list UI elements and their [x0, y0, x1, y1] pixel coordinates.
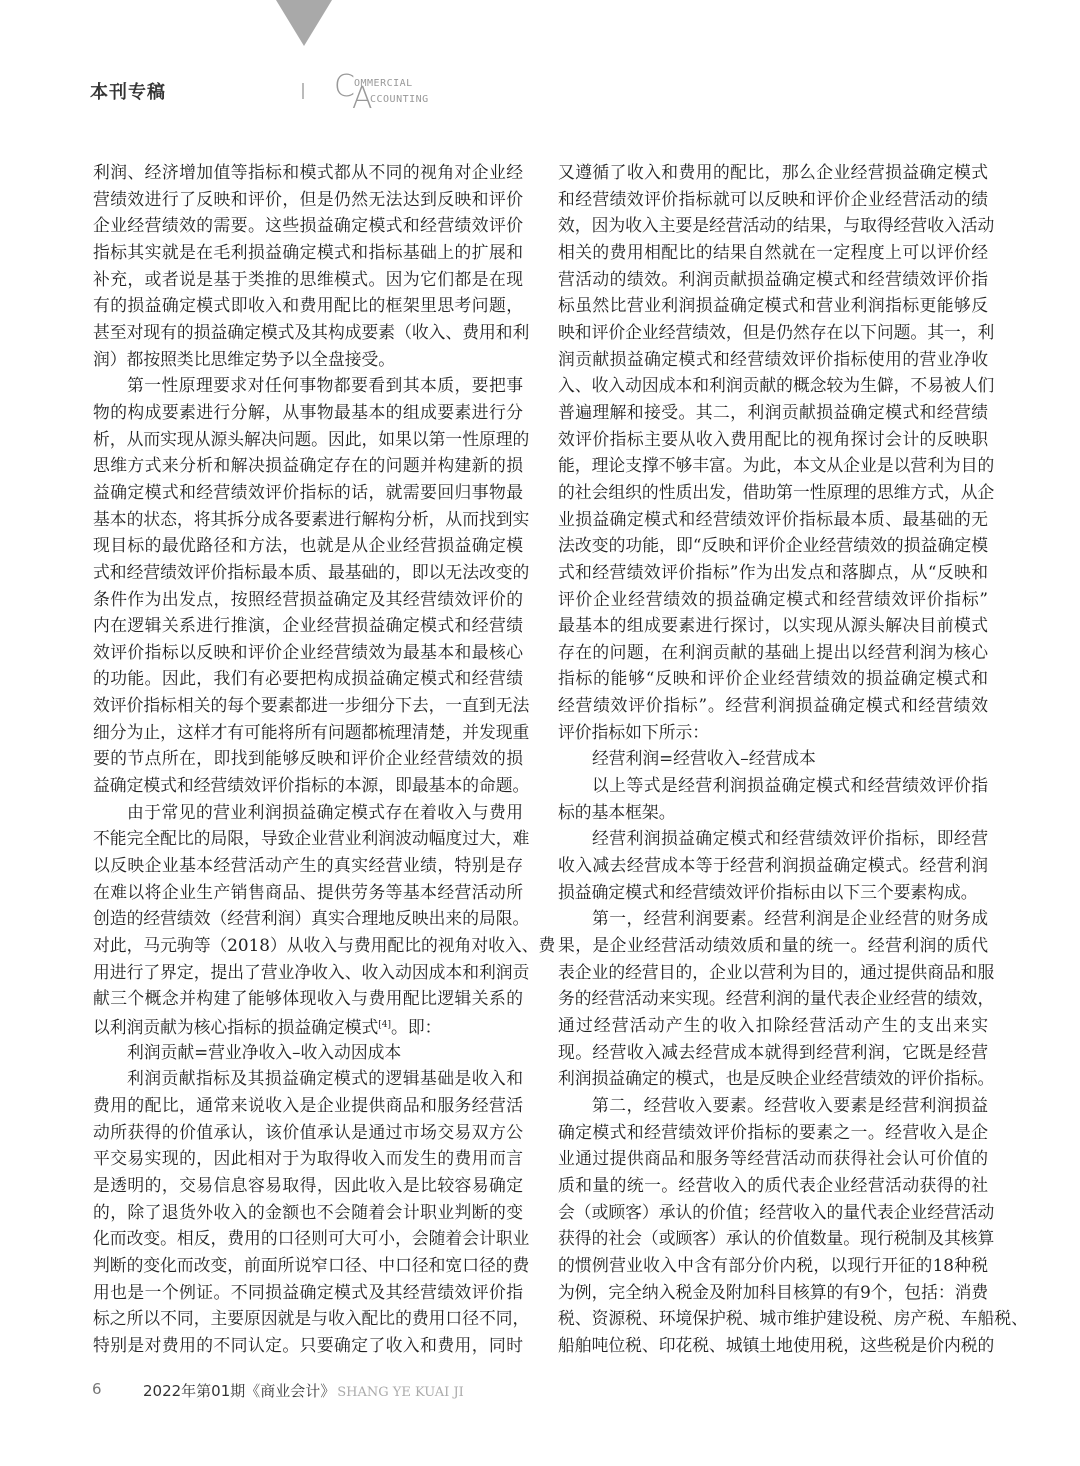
text-line: 费用的配比，通常来说收入是企业提供商品和服务经营活 — [93, 1094, 523, 1115]
paragraph — [558, 1092, 1028, 1359]
text-line: 经营绩效评价指标”。经营利润损益确定模式和经营绩效 — [558, 695, 988, 716]
paragraph — [558, 825, 988, 905]
text-line: 效评价指标以反映和评价企业经营绩效为最基本和最核心 — [93, 641, 523, 662]
text-line: 用也是一个例证。不同损益确定模式及其经营绩效评价指 — [93, 1281, 523, 1302]
text-line: 效评价指标相关的每个要素都进一步细分下去，一直到无法 — [93, 695, 530, 716]
text-line: 用进行了界定，提出了营业净收入、收入动因成本和利润贡 — [93, 961, 530, 982]
text-line: 能，理论支撑不够丰富。为此，本文从企业是以营利为目的 — [558, 455, 995, 476]
text-line — [93, 1012, 523, 1039]
text-line: 指标其实就是在毛利损益确定模式和指标基础上的扩展和 — [93, 241, 523, 262]
text-line: 企业经营绩效的需要。这些损益确定模式和经营绩效评价 — [93, 215, 523, 236]
text-line: 条件作为出发点，按照经营损益确定及其经营绩效评价的 — [93, 588, 523, 609]
text-line: 和经营绩效评价指标就可以反映和评价企业经营活动的绩 — [558, 188, 988, 209]
text-line: 果，是企业经营活动绩效质和量的统一。经营利润的质代 — [558, 935, 988, 956]
text-line: 对此，马元驹等（2018）从收入与费用配比的视角对收入、费 — [93, 935, 556, 956]
text-line: 是透明的，交易信息容易取得，因此收入是比较容易确定 — [93, 1174, 523, 1195]
text-segment: 以利润贡献为核心指标的损益确定模式 — [93, 1017, 379, 1037]
text-line: 不能完全配比的局限，导致企业营业利润波动幅度过大，难 — [93, 828, 530, 849]
text-line: 以反映企业基本经营活动产生的真实经营业绩，特别是存 — [93, 855, 523, 876]
text-line: 益确定模式和经营绩效评价指标的本源，即最基本的命题。 — [93, 775, 530, 796]
text-line: 映和评价企业经营绩效，但是仍然存在以下问题。其一，利 — [558, 321, 995, 342]
text-line: 在难以将企业生产销售商品、提供劳务等基本经营活动所 — [93, 881, 523, 902]
paragraph — [93, 372, 530, 799]
text-line: 补充，或者说是基于类推的思维模式。因为它们都是在现 — [93, 268, 523, 289]
text-line: 法改变的功能，即“反映和评价企业经营绩效的损益确定模 — [558, 535, 988, 556]
text-line: 的社会组织的性质出发，借助第一性原理的思维方式，从企 — [558, 481, 995, 502]
text-line: 要的节点所在，即找到能够反映和评价企业经营绩效的损 — [93, 748, 523, 769]
logo-letter-c: C — [334, 69, 355, 104]
text-line: 益确定模式和经营绩效评价指标的话，就需要回归事物最 — [93, 481, 523, 502]
journal-pinyin: SHANG YE KUAI JI — [337, 1385, 464, 1400]
text-line: 效评价指标主要从收入费用配比的视角探讨会计的反映职 — [558, 428, 988, 449]
text-line: 营绩效进行了反映和评价，但是仍然无法达到反映和评价 — [93, 188, 523, 209]
text-line: 经营利润损益确定模式和经营绩效评价指标，即经营 — [592, 828, 988, 849]
section-title: 本刊专稿 — [90, 82, 166, 103]
text-line: 的惯例营业收入中含有部分价内税，以现行开征的18种税 — [558, 1254, 988, 1275]
text-line: 营活动的绩效。利润贡献损益确定模式和经营绩效评价指 — [558, 268, 988, 289]
text-line: 以上等式是经营利润损益确定模式和经营绩效评价指 — [592, 775, 988, 796]
text-line: 第一，经营利润要素。经营利润是企业经营的财务成 — [592, 908, 988, 929]
text-line: 效，因为收入主要是经营活动的结果，与取得经营收入活动 — [558, 215, 995, 236]
text-line: 化而改变。相反，费用的口径则可大可小，会随着会计职业 — [93, 1228, 530, 1249]
text-line: 特别是对费用的不同认定。只要确定了收入和费用，同时 — [93, 1334, 523, 1355]
paragraph — [558, 905, 995, 1092]
text-line: 标的基本框架。 — [558, 801, 676, 822]
paragraph — [558, 772, 988, 825]
logo-letter-a: A — [352, 81, 373, 116]
text-line: 又遵循了收入和费用的配比，那么企业经营损益确定模式 — [558, 162, 988, 182]
issue-info — [143, 1380, 464, 1401]
text-line: 润）都按照类比思维定势予以全盘接受。 — [93, 348, 396, 369]
text-line: 存在的问题，在利润贡献的基础上提出以经营利润为核心 — [558, 641, 988, 662]
text-line: 评价指标如下所示： — [558, 721, 710, 742]
logo-text-ccounting: CCOUNTING — [370, 94, 429, 105]
text-line: 通过经营活动产生的收入扣除经营活动产生的支出来实 — [558, 1015, 988, 1035]
text-line: 思维方式来分析和解决损益确定存在的问题并构建新的损 — [93, 455, 523, 476]
text-line: 会（或顾客）承认的价值；经营收入的量代表企业经营活动 — [558, 1201, 995, 1222]
text-line: 为例，完全纳入税金及附加科目核算的有9个，包括：消费 — [558, 1281, 989, 1302]
journal-logo — [332, 69, 452, 116]
text-line: 内在逻辑关系进行推演，企业经营损益确定模式和经营绩 — [93, 615, 523, 636]
text-line: 船舶吨位税、印花税、城镇土地使用税，这些税是价内税的 — [558, 1334, 995, 1355]
text-line: 现目标的最优路径和方法，也就是从企业经营损益确定模 — [93, 535, 523, 556]
text-line: 物的构成要素进行分解，从事物最基本的组成要素进行分 — [93, 401, 523, 422]
text-line: 标虽然比营业利润损益确定模式和营业利润指标更能够反 — [558, 295, 988, 316]
text-line: 创造的经营绩效（经营利润）真实合理地反映出来的局限。 — [93, 908, 530, 929]
text-line: 有的损益确定模式即收入和费用配比的框架里思考问题， — [93, 295, 523, 316]
citation-superscript: [4] — [378, 1020, 392, 1030]
article-column-right — [558, 159, 1028, 1359]
text-line: 判断的变化而改变，前面所说窄口径、中口径和宽口径的费 — [93, 1254, 530, 1275]
text-line: 入、收入动因成本和利润贡献的概念较为生僻，不易被人们 — [558, 375, 995, 396]
text-line: 相关的费用相配比的结果自然就在一定程度上可以评价经 — [558, 241, 988, 262]
text-line: 利润损益确定的模式，也是反映企业经营绩效的评价指标。 — [558, 1068, 995, 1089]
text-line: 表企业的经营目的，企业以营利为目的，通过提供商品和服 — [558, 961, 995, 982]
text-line: 损益确定模式和经营绩效评价指标由以下三个要素构成。 — [558, 881, 978, 902]
text-line: 普遍理解和接受。其二，利润贡献损益确定模式和经营绩 — [558, 401, 988, 422]
text-line: 动所获得的价值承认，该价值承认是通过市场交易双方公 — [93, 1121, 523, 1142]
text-line: 获得的社会（或顾客）承认的价值数量。现行税制及其核算 — [558, 1228, 995, 1249]
text-line: 第二，经营收入要素。经营收入要素是经营利润损益 — [592, 1094, 988, 1115]
text-line: 利润贡献=营业净收入–收入动因成本 — [127, 1041, 402, 1062]
text-line: 确定模式和经营绩效评价指标的要素之一。经营收入是企 — [558, 1121, 988, 1142]
logo-text-ommercial: OMMERCIAL — [354, 78, 413, 89]
text-line: 的，除了退货外收入的金额也不会随着会计职业判断的变 — [93, 1201, 523, 1222]
text-line: 细分为止，这样才有可能将所有问题都梳理清楚，并发现重 — [93, 721, 530, 742]
text-line: 第一性原理要求对任何事物都要看到其本质，要把事 — [127, 375, 523, 396]
text-line: 经营利润=经营收入–经营成本 — [592, 748, 816, 769]
issue-label: 2022年第01期《商业会计》 — [143, 1382, 336, 1400]
text-line: 平交易实现的，因此相对于为取得收入而发生的费用而言 — [93, 1148, 523, 1169]
paragraph — [93, 799, 556, 1039]
header-triangle-decoration — [276, 0, 332, 46]
text-line: 基本的状态，将其拆分成各要素进行解构分析，从而找到实 — [93, 508, 530, 529]
text-line: 式和经营绩效评价指标”作为出发点和落脚点，从“反映和 — [558, 561, 988, 582]
text-line: 业通过提供商品和服务等经营活动而获得社会认可价值的 — [558, 1148, 988, 1169]
text-line: 评价企业经营绩效的损益确定模式和经营绩效评价指标” — [558, 588, 988, 609]
text-line: 利润、经济增加值等指标和模式都从不同的视角对企业经 — [93, 162, 523, 182]
text-line: 税、资源税、环境保护税、城市维护建设税、房产税、车船税、 — [558, 1308, 1028, 1329]
paragraph — [93, 1065, 530, 1358]
text-line: 务的经营活动来实现。经营利润的量代表企业经营的绩效， — [558, 988, 995, 1009]
paragraph — [93, 1039, 523, 1066]
article-column-left — [93, 159, 556, 1359]
text-line: 利润贡献指标及其损益确定模式的逻辑基础是收入和 — [127, 1068, 523, 1089]
text-line: 收入减去经营成本等于经营利润损益确定模式。经营利润 — [558, 855, 988, 876]
text-line: 献三个概念并构建了能够体现收入与费用配比逻辑关系的 — [93, 988, 523, 1009]
text-line: 最基本的组成要素进行探讨，以实现从源头解决目前模式 — [558, 615, 988, 636]
header-divider — [302, 83, 304, 99]
text-line: 质和量的统一。经营收入的质代表企业经营活动获得的社 — [558, 1174, 988, 1195]
text-line: 析，从而实现从源头解决问题。因此，如果以第一性原理的 — [93, 428, 530, 449]
text-line: 标之所以不同，主要原因就是与收入配比的费用口径不同， — [93, 1308, 530, 1329]
text-line: 润贡献损益确定模式和经营绩效评价指标使用的营业净收 — [558, 348, 988, 369]
text-line: 甚至对现有的损益确定模式及其构成要素（收入、费用和利 — [93, 321, 530, 342]
text-line: 式和经营绩效评价指标最本质、最基础的，即以无法改变的 — [93, 561, 530, 582]
text-segment: 。即： — [391, 1017, 442, 1037]
text-line: 的功能。因此，我们有必要把构成损益确定模式和经营绩 — [93, 668, 523, 689]
paragraph — [558, 745, 988, 772]
text-line: 现。经营收入减去经营成本就得到经营利润，它既是经营 — [558, 1041, 988, 1062]
text-line: 由于常见的营业利润损益确定模式存在着收入与费用 — [127, 801, 523, 822]
text-line: 指标的能够“反映和评价企业经营绩效的损益确定模式和 — [558, 668, 988, 689]
paragraph — [93, 159, 530, 372]
paragraph — [558, 159, 995, 745]
page-number: 6 — [92, 1380, 102, 1398]
text-line: 业损益确定模式和经营绩效评价指标最本质、最基础的无 — [558, 508, 988, 529]
